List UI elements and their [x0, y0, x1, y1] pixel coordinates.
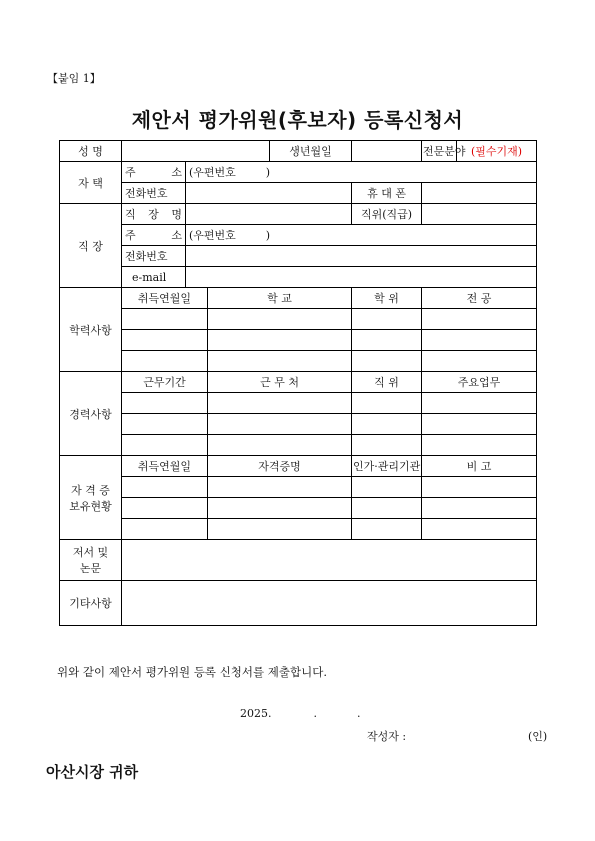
other-label: 기타사항 — [60, 581, 122, 626]
career-row — [60, 414, 537, 435]
publications-row — [60, 540, 537, 581]
date-year: 2025. — [240, 707, 272, 720]
field-label: 전문분야 — [422, 141, 457, 162]
education-row — [60, 309, 537, 330]
work-address-field[interactable] — [186, 225, 537, 246]
name-field[interactable] — [122, 141, 270, 162]
registration-form — [59, 140, 537, 626]
education-col-date: 취득연월일 — [122, 288, 208, 309]
career-section-label: 경력사항 — [60, 372, 122, 456]
education-row — [60, 330, 537, 351]
mobile-field[interactable] — [422, 183, 537, 204]
license-header-row — [60, 456, 537, 477]
license-section-label: 자 격 증 보유현황 — [60, 456, 122, 540]
home-postal-prefix: (우편번호 — [189, 166, 236, 179]
home-phone-label: 전화번호 — [122, 183, 186, 204]
education-section-label: 학력사항 — [60, 288, 122, 372]
work-postal-suffix: ) — [265, 229, 271, 242]
work-company-row — [60, 204, 537, 225]
home-section-label: 자 택 — [60, 162, 122, 204]
submission-statement: 위와 같이 제안서 평가위원 등록 신청서를 제출합니다. — [57, 665, 327, 679]
email-field[interactable] — [186, 267, 537, 288]
position-label: 직위(직급) — [352, 204, 422, 225]
mobile-label: 휴 대 폰 — [352, 183, 422, 204]
other-field[interactable] — [122, 581, 537, 626]
career-row — [60, 435, 537, 456]
work-address-label: 주 소 — [122, 225, 186, 246]
birth-label: 생년월일 — [270, 141, 352, 162]
work-postal-prefix: (우편번호 — [189, 229, 236, 242]
work-email-row — [60, 267, 537, 288]
attachment-label: 【붙임 1】 — [47, 72, 101, 85]
publications-label: 저서 및 논문 — [60, 540, 122, 581]
license-col-issuer: 인가·관리기관 — [352, 456, 422, 477]
career-row — [60, 393, 537, 414]
license-col-date: 취득연월일 — [122, 456, 208, 477]
home-address-row — [60, 162, 537, 183]
author-label: 작성자 : — [367, 730, 407, 743]
license-col-name: 자격증명 — [208, 456, 352, 477]
company-field[interactable] — [186, 204, 352, 225]
field-required-note: (필수기재) — [457, 141, 537, 162]
education-row — [60, 351, 537, 372]
education-col-school: 학 교 — [208, 288, 352, 309]
seal-mark: (인) — [528, 730, 548, 743]
career-header-row — [60, 372, 537, 393]
home-phone-field[interactable] — [186, 183, 352, 204]
license-row — [60, 477, 537, 498]
position-field[interactable] — [422, 204, 537, 225]
name-label: 성 명 — [60, 141, 122, 162]
date-sep-2: . — [357, 707, 361, 720]
submission-date — [240, 707, 361, 720]
work-section-label: 직 장 — [60, 204, 122, 288]
birth-field[interactable] — [352, 141, 422, 162]
work-phone-field[interactable] — [186, 246, 537, 267]
license-row — [60, 498, 537, 519]
career-col-position: 직 위 — [352, 372, 422, 393]
home-phone-row — [60, 183, 537, 204]
addressee: 아산시장 귀하 — [46, 763, 139, 781]
home-postal-suffix: ) — [265, 166, 271, 179]
education-col-degree: 학 위 — [352, 288, 422, 309]
date-sep-1: . — [313, 707, 317, 720]
company-label: 직 장 명 — [122, 204, 186, 225]
email-label: e-mail — [122, 267, 186, 288]
home-address-label: 주 소 — [122, 162, 186, 183]
publications-field[interactable] — [122, 540, 537, 581]
license-row — [60, 519, 537, 540]
work-phone-row — [60, 246, 537, 267]
education-col-major: 전 공 — [422, 288, 537, 309]
page-title: 제안서 평가위원(후보자) 등록신청서 — [131, 108, 464, 132]
education-header-row — [60, 288, 537, 309]
career-col-duties: 주요업무 — [422, 372, 537, 393]
personal-row — [60, 141, 537, 162]
license-col-note: 비 고 — [422, 456, 537, 477]
work-phone-label: 전화번호 — [122, 246, 186, 267]
other-row — [60, 581, 537, 626]
career-col-period: 근무기간 — [122, 372, 208, 393]
career-col-workplace: 근 무 처 — [208, 372, 352, 393]
work-address-row — [60, 225, 537, 246]
home-address-field[interactable] — [186, 162, 537, 183]
